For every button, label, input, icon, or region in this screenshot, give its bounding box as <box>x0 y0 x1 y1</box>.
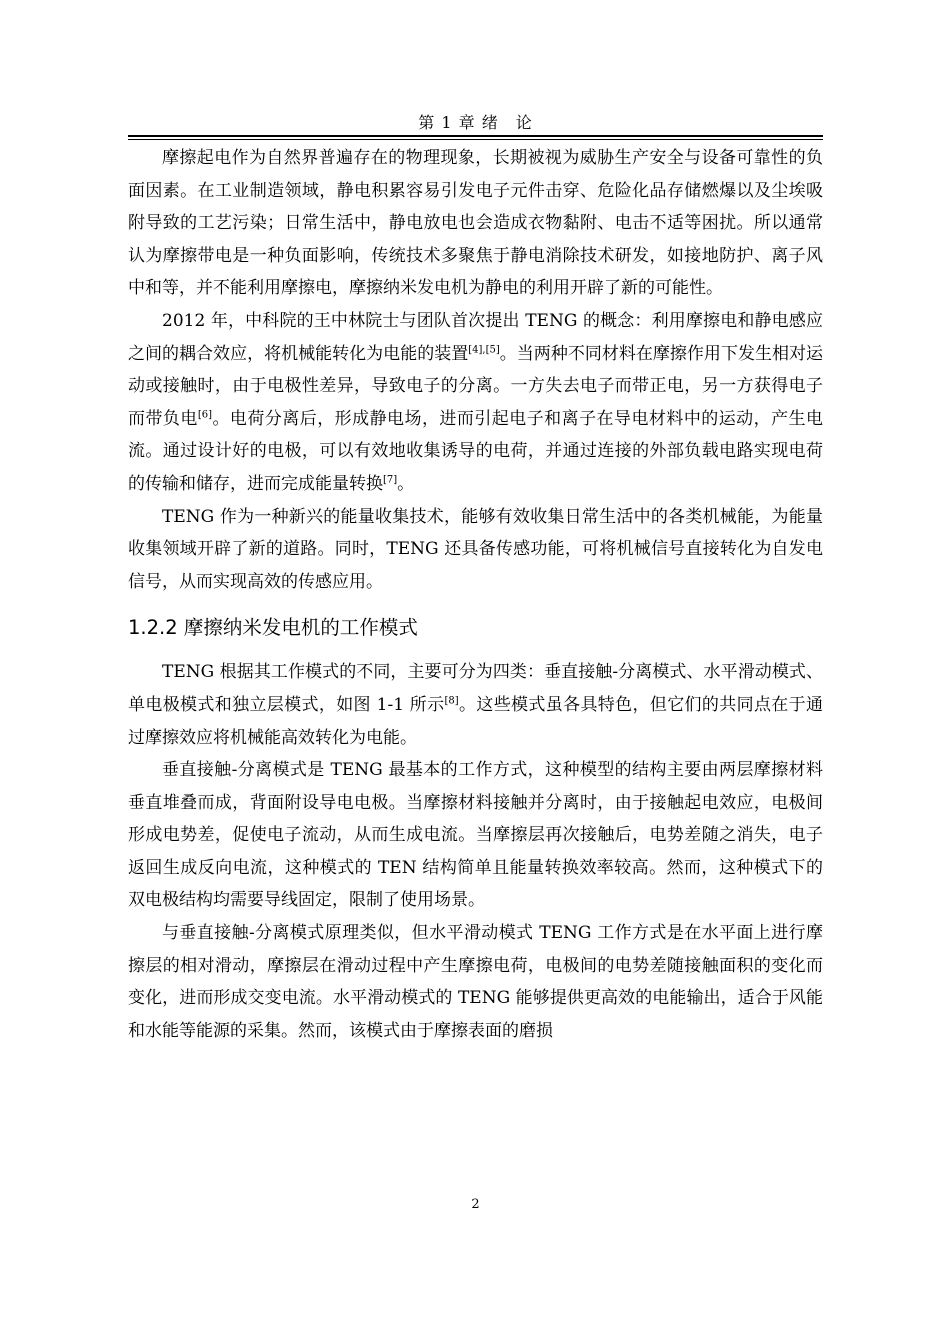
paragraph-contact-separation-mode: 垂直接触-分离模式是 TENG 最基本的工作方式，这种模型的结构主要由两层摩擦材料垂直堆叠而成，背面附设导电电极。当摩擦材料接触并分离时，由于接触起电效应，电极间形成电势差，促使电子流动，从而生成电流。当摩擦层再次接触后，电势差随之消失，电子返回生成反向电流，这种模式的 TEN 结构简单且能量转换效率较高。然而，这种模式下的双电极结构均需要导线固定，限制了使用场景。 <box>128 760 823 911</box>
citation: [7] <box>383 474 398 486</box>
paragraph-work-modes <box>128 656 823 754</box>
header-rule-thin <box>128 139 823 140</box>
paragraph-teng-energy: TENG 作为一种新兴的能量收集技术，能够有效收集日常生活中的各类机械能，为能量收集领域开辟了新的道路。同时，TENG 还具备传感功能，可将机械信号直接转化为自发电信号，从而实现高效的传感应用。 <box>128 506 823 592</box>
text-segment: TENG 根据其工作模式的不同，主要可分为四类：垂直接触-分离模式、水平滑动模式、单电极模式和独立层模式，如图 1-1 所示 <box>128 662 823 715</box>
running-header: 第 1 章 绪 论 <box>418 113 533 132</box>
text-segment: 。 <box>397 473 415 494</box>
paragraph-teng-origin <box>128 305 823 501</box>
paragraph-sliding-mode: 与垂直接触-分离模式原理类似，但水平滑动模式 TENG 工作方式是在水平面上进行摩擦层的相对滑动，摩擦层在滑动过程中产生摩擦电荷，电极间的电势差随接触面积的变化而变化，进而形成交变电流。水平滑动模式的 TENG 能够提供更高效的电能输出，适合于风能和水能等能源的采集。然而，该模式由于摩擦表面的磨损 <box>128 923 823 1041</box>
text-segment: 。当两种不同材料在摩擦作用下发生相对运动或接触时，由于电极性差异，导致电子的分离。一方失去电子而带正电，另一方获得电子而带负电 <box>128 343 824 429</box>
citation: [6] <box>197 409 213 421</box>
page-number: 2 <box>471 1197 480 1212</box>
text-segment: 2012 年，中科院的王中林院士与团队首次提出 TENG 的概念：利用摩擦电和静电感应之间的耦合效应，将机械能转化为电能的装置 <box>128 310 823 364</box>
text-segment: 。这些模式虽各具特色，但它们的共同点在于通过摩擦效应将机械能高效转化为电能。 <box>128 694 824 748</box>
body-text <box>128 142 823 1047</box>
citation: [8] <box>444 695 459 707</box>
paragraph-static-electricity: 摩擦起电作为自然界普遍存在的物理现象，长期被视为威胁生产安全与设备可靠性的负面因素。在工业制造领域，静电积累容易引发电子元件击穿、危险化品存储燃爆以及尘埃吸附导致的工艺污染；日常生活中，静电放电也会造成衣物黏附、电击不适等困扰。所以通常认为摩擦带电是一种负面影响，传统技术多聚焦于静电消除技术研发，如接地防护、离子风中和等，并不能利用摩擦电，摩擦纳米发电机为静电的利用开辟了新的可能性。 <box>128 148 823 299</box>
text-segment: 。电荷分离后，形成静电场，进而引起电子和离子在导电材料中的运动，产生电流。通过设计好的电极，可以有效地收集诱导的电荷，并通过连接的外部负载电路实现电荷的传输和储存，进而完成能量转换 <box>128 408 824 494</box>
section-heading: 1.2.2 摩擦纳米发电机的工作模式 <box>128 616 418 640</box>
citation: [4],[5] <box>468 343 500 355</box>
header-rule-thick <box>128 135 823 137</box>
